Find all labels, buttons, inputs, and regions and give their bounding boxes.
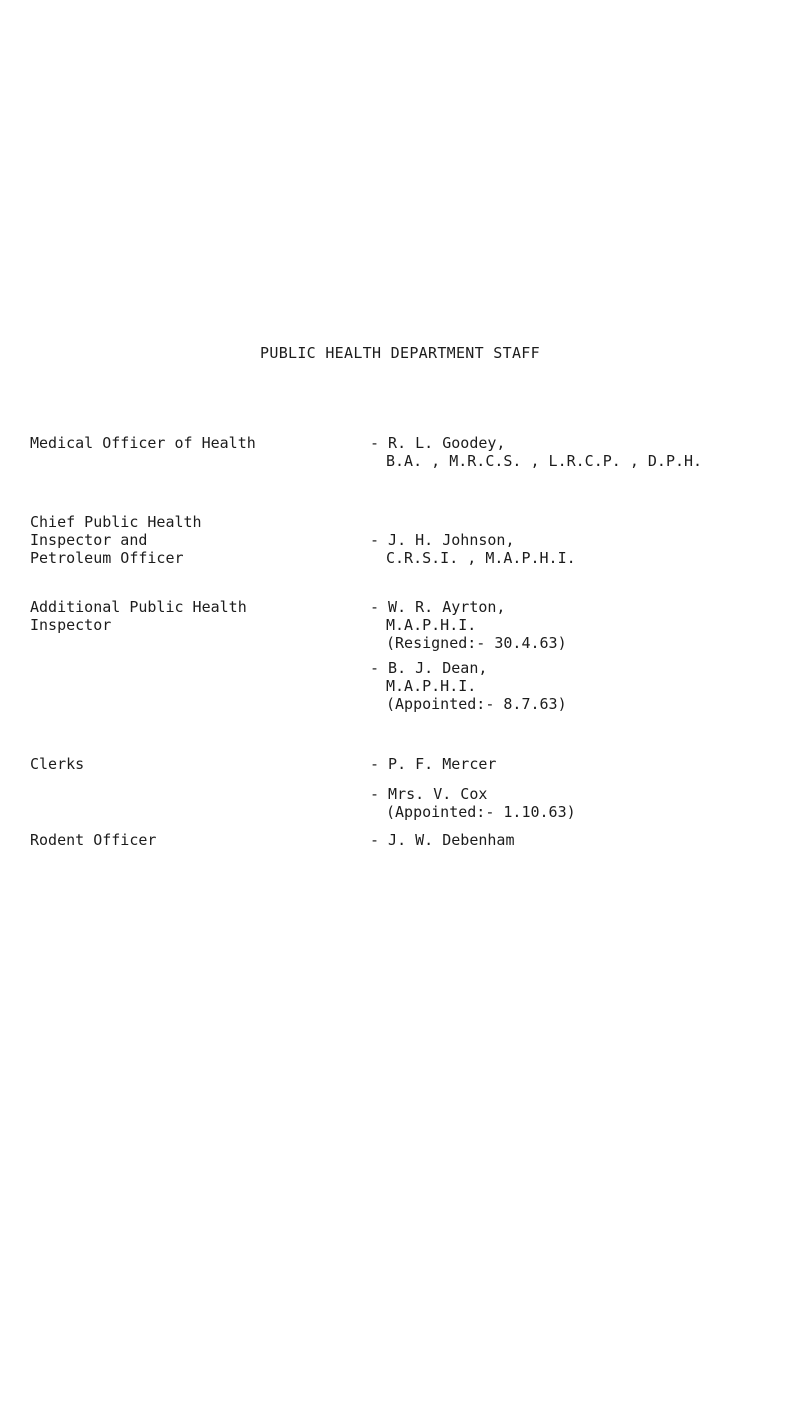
staff-entry-ayrton (370, 598, 790, 652)
staff-qualifications: B.A. , M.R.C.S. , L.R.C.P. , D.P.H. (386, 452, 703, 470)
staff-entry-cox (370, 785, 790, 821)
role-line: Inspector and (30, 531, 148, 549)
staff-name: - R. L. Goodey, (370, 434, 506, 452)
staff-name: - J. H. Johnson, (370, 531, 515, 549)
staff-name: - P. F. Mercer (370, 755, 497, 773)
staff-entry-mercer (370, 755, 790, 773)
role-clerks (30, 755, 330, 773)
role-line: Petroleum Officer (30, 549, 184, 567)
role-line: Inspector (30, 616, 112, 634)
page-title: PUBLIC HEALTH DEPARTMENT STAFF (260, 344, 540, 362)
staff-entry-goodey (370, 434, 790, 470)
staff-name: - Mrs. V. Cox (370, 785, 488, 803)
staff-name: - J. W. Debenham (370, 831, 515, 849)
role-line: Medical Officer of Health (30, 434, 256, 452)
role-line: Additional Public Health (30, 598, 247, 616)
staff-note: (Appointed:- 1.10.63) (386, 803, 576, 821)
staff-entry-debenham (370, 831, 790, 849)
staff-qualifications: M.A.P.H.I. (386, 616, 477, 634)
staff-name: - B. J. Dean, (370, 659, 488, 677)
role-line: Rodent Officer (30, 831, 157, 849)
role-line: Clerks (30, 755, 85, 773)
role-line: Chief Public Health (30, 513, 202, 531)
role-medical-officer (30, 434, 330, 452)
role-additional-inspector (30, 598, 330, 634)
staff-note: (Resigned:- 30.4.63) (386, 634, 567, 652)
staff-qualifications: C.R.S.I. , M.A.P.H.I. (386, 549, 576, 567)
staff-qualifications: M.A.P.H.I. (386, 677, 477, 695)
staff-entry-dean (370, 659, 790, 713)
staff-note: (Appointed:- 8.7.63) (386, 695, 567, 713)
role-chief-inspector (30, 513, 330, 567)
staff-entry-johnson (370, 531, 790, 567)
staff-name: - W. R. Ayrton, (370, 598, 506, 616)
role-rodent-officer (30, 831, 330, 849)
